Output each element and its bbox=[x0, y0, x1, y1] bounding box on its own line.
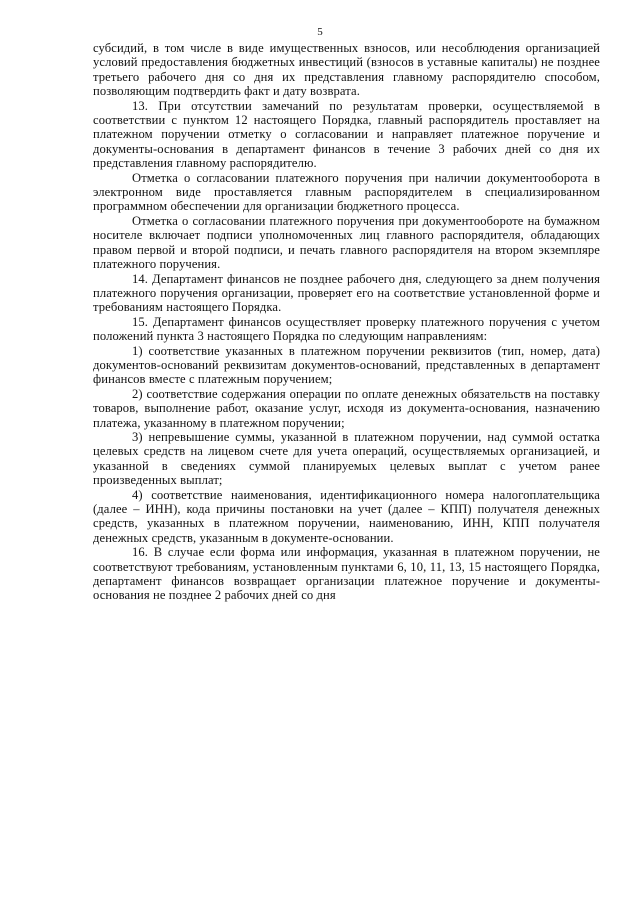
paragraph-item-14: 14. Департамент финансов не позднее рабочего дня, следующего за днем получения платежного поручения организации, проверяет его на соответствие установленной форме и требованиям настоящего Порядка. bbox=[93, 271, 600, 315]
paragraph-continuation: субсидий, в том числе в виде имущественных взносов, или несоблюдения организацией условий предоставления бюджетных инвестиций (взносов в уставные капиталы) не позднее третьего рабочего дня со дня их представления главному распорядителю способом, позволяющим подтвердить факт и дату возврата. bbox=[93, 41, 600, 99]
paragraph-sub-4: 4) соответствие наименования, идентификационного номера налогоплательщика (далее – ИНН), кода причины постановки на учет (далее – КПП) получателя денежных средств, указанных в платежном поручении, наименованию, ИНН, КПП получателя денежных средств, указанным в документе-основании. bbox=[93, 487, 600, 545]
paragraph-sub-1: 1) соответствие указанных в платежном поручении реквизитов (тип, номер, дата) документов-оснований реквизитам документов-оснований, представленных в департамент финансов вместе с платежным поручением; bbox=[93, 343, 600, 387]
paragraph-electronic-approval: Отметка о согласовании платежного поручения при наличии документооборота в электронном виде проставляется главным распорядителем в специализированном программном обеспечении для организации бюджетного процесса. bbox=[93, 170, 600, 214]
paragraph-item-15: 15. Департамент финансов осуществляет проверку платежного поручения с учетом положений пункта 3 настоящего Порядка по следующим направлениям: bbox=[93, 314, 600, 344]
page-number: 5 bbox=[317, 26, 323, 38]
paragraph-item-13: 13. При отсутствии замечаний по результатам проверки, осуществляемой в соответствии с пунктом 12 настоящего Порядка, главный распорядитель проставляет на платежном поручении отметку о согласовании и направляет платежное поручение и документы-основания в департамент финансов в течение 3 рабочих дней со дня их представления главному распорядителю. bbox=[93, 98, 600, 171]
paragraph-sub-3: 3) непревышение суммы, указанной в платежном поручении, над суммой остатка целевых средств на лицевом счете для учета операций, осуществляемых организацией, и указанной в сведениях суммой планируемых целевых выплат с учетом ранее произведенных выплат; bbox=[93, 429, 600, 488]
paragraph-item-16: 16. В случае если форма или информация, указанная в платежном поручении, не соответствуют требованиям, установленным пунктами 6, 10, 11, 13, 15 настоящего Порядка, департамент финансов возвращает организации платежное поручение и документы-основания не позднее 2 рабочих дней со дня bbox=[93, 545, 600, 603]
document-body bbox=[93, 41, 600, 603]
paragraph-sub-2: 2) соответствие содержания операции по оплате денежных обязательств на поставку товаров, выполнение работ, оказание услуг, исходя из документа-основания, назначению платежа, указанному в платежном поручении; bbox=[93, 386, 600, 430]
paragraph-paper-approval: Отметка о согласовании платежного поручения при документообороте на бумажном носителе включает подписи уполномоченных лиц главного распорядителя, обладающих правом первой и второй подписи, и печать главного распорядителя на втором экземпляре платежного поручения. bbox=[93, 213, 600, 272]
